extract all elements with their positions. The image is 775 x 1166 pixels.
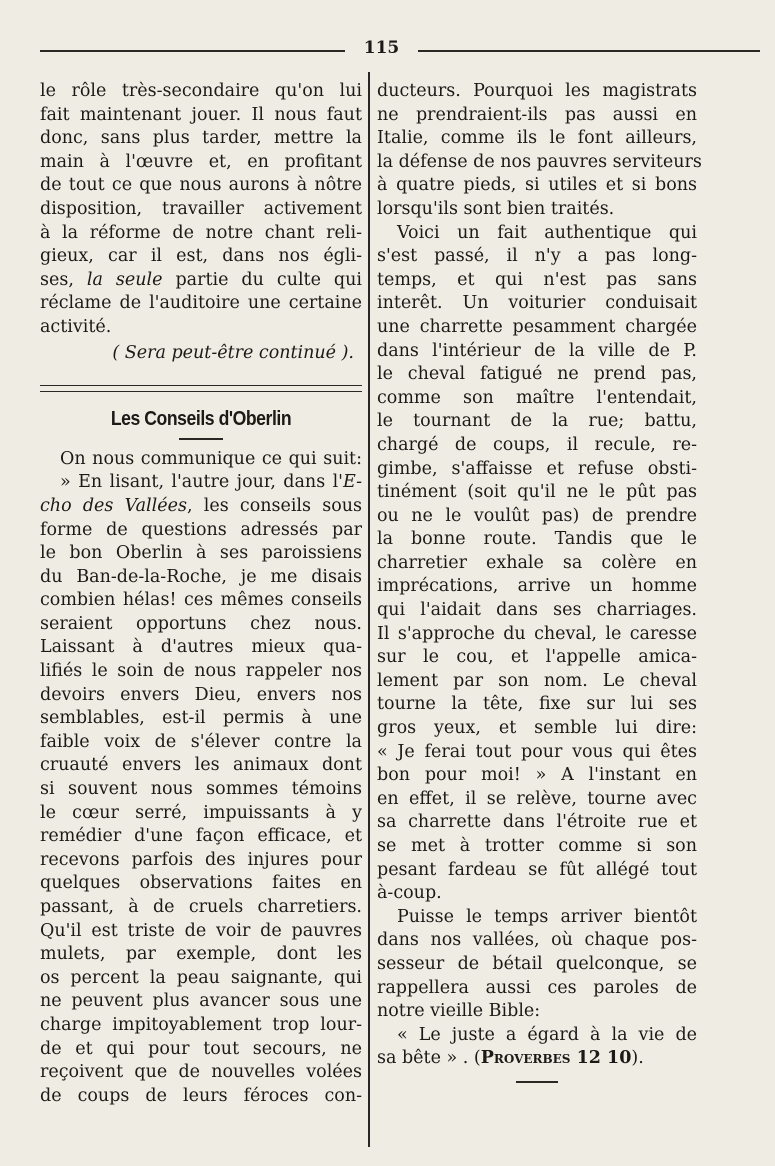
text-line: de coups de leurs féroces con- <box>40 1085 362 1106</box>
column-divider <box>368 72 370 1147</box>
text-line: main à l'œuvre et, en profitant <box>40 151 362 172</box>
title-dash <box>179 438 223 440</box>
text-line: si souvent nous sommes témoins <box>40 779 362 800</box>
text-line: passant, à de cruels charretiers. <box>40 897 362 917</box>
right-column <box>377 80 702 1083</box>
text-line <box>40 269 362 293</box>
text-line: en effet, il se relève, tourne avec <box>377 788 697 809</box>
italic-run: E- <box>342 472 362 493</box>
text-line: ducteurs. Pourquoi les magistrats <box>377 81 697 101</box>
text-line: Laissant à d'autres mieux qua- <box>40 637 362 658</box>
text-line: la défense de nos pauvres serviteurs <box>377 151 702 172</box>
text-line: se met à trotter comme si son <box>377 836 697 856</box>
text-line: cruauté envers les animaux dont <box>40 755 362 776</box>
text-line: tourne la tête, fixe sur lui ses <box>377 694 697 715</box>
article-title: Les Conseils d'Oberlin <box>110 408 292 431</box>
text-line: pesant fardeau se fût allégé tout <box>377 859 697 880</box>
text-line: Italie, comme ils le font ailleurs, <box>377 128 697 149</box>
italic-run: cho des Vallées <box>40 495 187 516</box>
text-line: quelques observations faites en <box>40 873 362 894</box>
text-line: le rôle très-secondaire qu'on lui <box>40 81 362 101</box>
right-paragraph-a <box>377 80 702 198</box>
text-line: de tout ce que nous aurons à nôtre <box>40 175 362 196</box>
text-line: dans nos vallées, où chaque pos- <box>377 930 697 951</box>
text-line: ne peuvent plus avancer sous une <box>40 991 362 1012</box>
text-line: à-coup. <box>377 883 442 904</box>
text-run: , les conseils sous <box>186 495 363 516</box>
page-number: 115 <box>363 38 400 58</box>
text-line: Il s'approche du cheval, le caresse <box>377 623 697 644</box>
section-rule <box>40 385 362 392</box>
text-line: recevons parfois des injures pour <box>40 849 362 870</box>
text-line: seraient opportuns chez nous. <box>40 613 362 634</box>
text-line: comme son maître l'entendait, <box>377 387 697 408</box>
text-line: bon pour moi! » A l'instant en <box>377 765 697 786</box>
text-line: disposition, travailler activement <box>40 198 362 219</box>
text-line: semblables, est-il permis à une <box>40 708 362 729</box>
text-line: ne prendraient-ils pas aussi en <box>377 104 697 125</box>
text-line: qui l'aidait dans ses charriages. <box>377 600 697 621</box>
text-line: une charrette pesamment chargée <box>377 316 697 337</box>
text-line: charretier exhale sa colère en <box>377 552 697 573</box>
text-run: partie du culte qui <box>162 269 363 290</box>
text-line: imprécations, arrive un homme <box>377 576 697 597</box>
text-run: » En lisant, l'autre jour, dans l' <box>60 472 343 493</box>
text-line: réclame de l'auditoire une certaine <box>40 293 362 314</box>
text-line: reçoivent que de nouvelles volées <box>40 1062 362 1083</box>
text-line: charge impitoyablement trop lour- <box>40 1014 362 1035</box>
text-run: ses, <box>40 269 87 290</box>
text-run: sa bête » . ( <box>377 1048 481 1069</box>
text-line: le tournant de la rue; battu, <box>377 411 697 432</box>
text-line: sesseur de bétail quelconque, se <box>377 953 697 974</box>
left-body-text <box>40 519 362 1109</box>
text-line: remédier d'une façon efficace, et <box>40 826 362 847</box>
text-line: à la réforme de notre chant reli- <box>40 222 362 243</box>
text-line: du Ban-de-la-Roche, je me disais <box>40 566 362 587</box>
page-header <box>40 38 760 58</box>
text-line: Puisse le temps arriver bientôt <box>397 906 697 927</box>
text-line: gimbe, s'affaisse et refuse obsti- <box>377 458 697 479</box>
text-run: ). <box>631 1048 644 1069</box>
text-line: le cheval fatigué ne prend pas, <box>377 364 697 385</box>
text-line: lement par son nom. Le cheval <box>377 670 697 691</box>
text-line: chargé de coups, il recule, re- <box>377 434 697 455</box>
text-line: devoirs envers Dieu, envers nos <box>40 684 362 705</box>
text-line: forme de questions adressés par <box>40 519 362 540</box>
text-line: combien hélas! ces mêmes conseils <box>40 590 362 611</box>
text-line: rappellera aussi ces paroles de <box>377 977 697 998</box>
quote-line <box>377 1047 697 1071</box>
text-line <box>40 471 362 495</box>
text-line: sur le cou, et l'appelle amica- <box>377 647 697 668</box>
right-paragraph-c <box>377 906 697 1000</box>
quote-line: « Le juste a égard à la vie de <box>397 1024 697 1045</box>
text-line: activité. <box>40 316 112 337</box>
text-line: le cœur serré, impuissants à y <box>40 802 362 823</box>
text-line: mulets, par exemple, dont les <box>40 944 362 965</box>
text-line: Qu'il est triste de voir de pauvres <box>40 920 362 941</box>
text-line: à quatre pieds, si utiles et si bons <box>377 175 697 196</box>
text-line: de et qui pour tout secours, ne <box>40 1038 362 1059</box>
text-line: notre vieille Bible: <box>377 1001 541 1022</box>
text-line: le bon Oberlin à ses paroissiens <box>40 543 362 564</box>
scripture-reference: Proverbes 12 10 <box>480 1048 632 1069</box>
header-rule-left <box>40 50 345 52</box>
text-line: donc, sans plus tarder, mettre la <box>40 128 362 149</box>
text-line: fait maintenant jouer. Il nous faut <box>40 104 362 125</box>
text-line: s'est passé, il n'y a pas long- <box>377 246 697 267</box>
text-line: « Je ferai tout pour vous qui êtes <box>377 741 697 762</box>
header-rule-right <box>418 50 760 52</box>
continued-note: ( Sera peut-être continué ). <box>112 342 354 363</box>
text-line: On nous communique ce qui suit: <box>60 448 362 469</box>
left-column <box>40 80 362 1108</box>
text-line: ou ne le voulût pas) de prendre <box>377 505 697 526</box>
text-line: gros yeux, et semble lui dire: <box>377 718 697 739</box>
text-line <box>40 495 362 519</box>
text-line: lorsqu'ils sont bien traités. <box>377 198 615 219</box>
end-mark <box>516 1081 558 1083</box>
text-line: interêt. Un voiturier conduisait <box>377 293 697 314</box>
right-paragraph-b <box>377 222 697 883</box>
text-line: os percent la peau saignante, qui <box>40 967 362 988</box>
text-line: dans l'intérieur de la ville de P. <box>377 340 697 361</box>
text-line: lifiés le soin de nous rappeler nos <box>40 661 362 682</box>
italic-run: la seule <box>86 269 163 290</box>
text-line: sa charrette dans l'étroite rue et <box>377 812 697 833</box>
text-line: faible voix de s'élever contre la <box>40 731 362 752</box>
text-line: gieux, car il est, dans nos égli- <box>40 246 362 267</box>
text-line: la bonne route. Tandis que le <box>377 529 697 550</box>
text-line: Voici un fait authentique qui <box>397 222 697 243</box>
text-line: tinément (soit qu'il ne le pût pas <box>377 482 697 503</box>
text-line: temps, et qui n'est pas sans <box>377 269 697 290</box>
